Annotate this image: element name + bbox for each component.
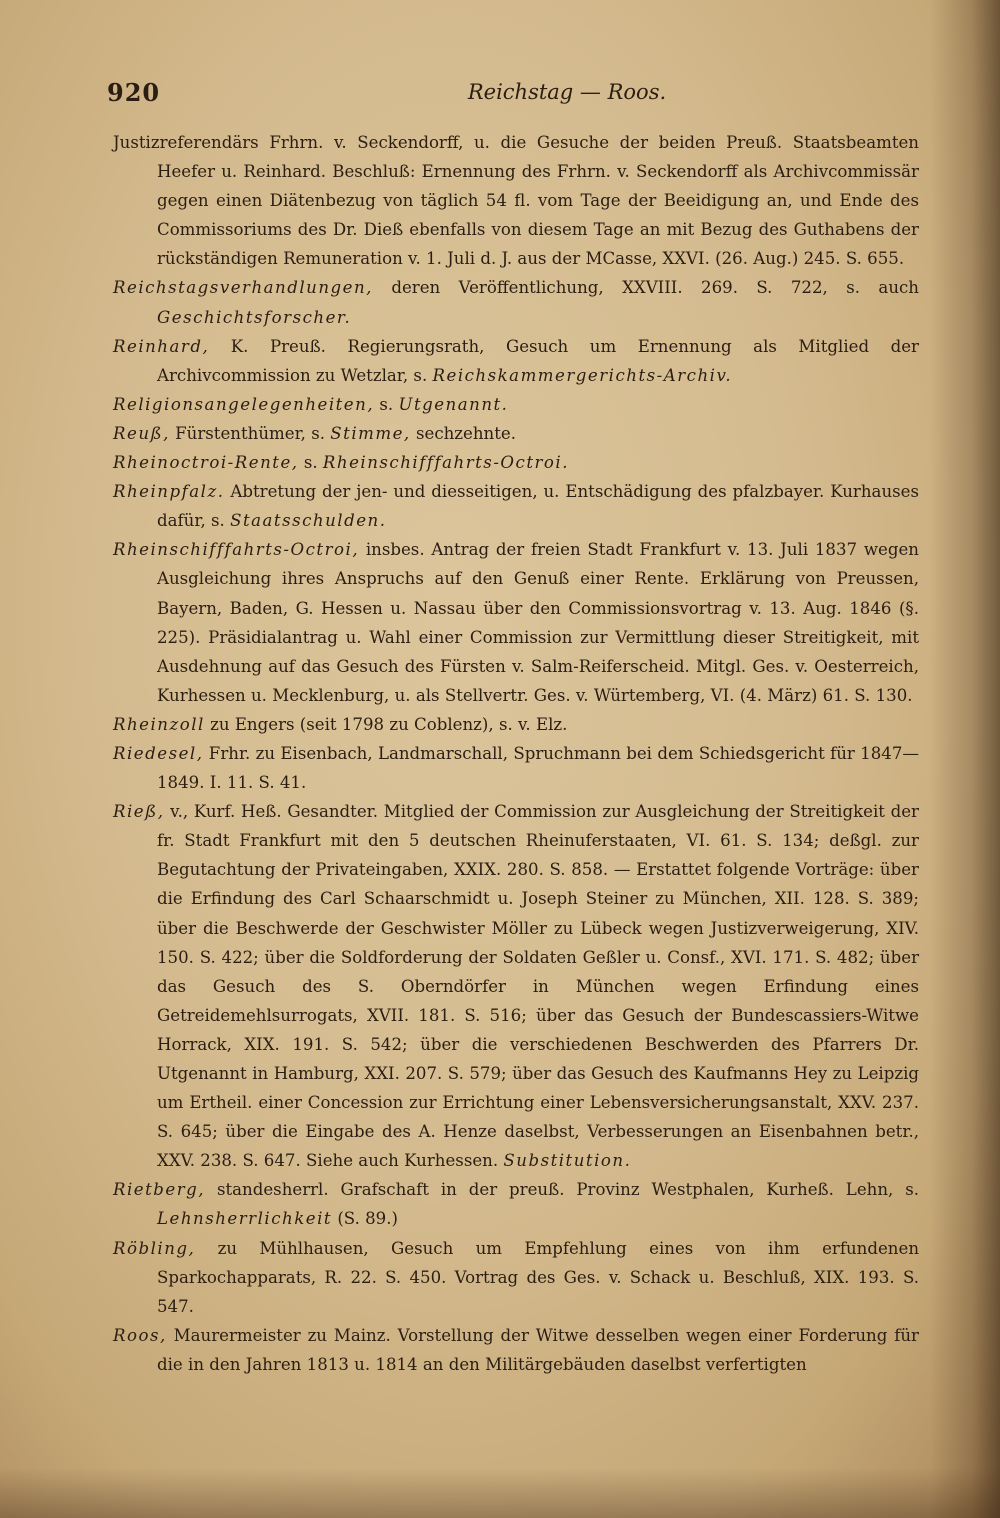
entry-keyword: Riedesel, bbox=[113, 743, 204, 763]
entry-keyword: Roos, bbox=[113, 1325, 167, 1345]
index-entry bbox=[113, 419, 919, 448]
entry-text: Justizreferendärs Frhrn. v. Seckendorff, u. die Gesuche der beiden Preuß. Staatsbeamten Heefer u. Reinhard. Beschluß: Ernennung des Frhrn. v. Seckendorff als Archivcommissär gegen einen Diätenbezug von täglich 54 fl. vom Tage der Beeidigung an, und Ende des Commissoriums des Dr. Dieß ebenfalls von diesem Tage an mit Bezug des Guthabens der rückständigen Remuneration v. 1. Juli d. J. aus der MCasse, XXVI. (26. Aug.) 245. S. 655. bbox=[113, 133, 919, 269]
entry-text: zu Mühlhausen, Gesuch um Empfehlung eines von ihm erfundenen Sparkochapparats, R. 22. S. 450. Vortrag des Ges. v. Schack u. Beschluß, XIX. 193. S. 547. bbox=[157, 1238, 919, 1316]
entry-keyword: Röbling, bbox=[113, 1238, 196, 1258]
index-entry bbox=[113, 448, 919, 477]
entry-keyword: Rheinschifffahrts-Octroi, bbox=[113, 540, 360, 560]
page-bottom-shadow bbox=[0, 1468, 1000, 1518]
index-entry bbox=[113, 332, 919, 390]
entry-keyword: Staatsschulden. bbox=[230, 511, 387, 531]
entry-text: zu Engers (seit 1798 zu Coblenz), s. v. Elz. bbox=[204, 714, 568, 734]
entry-text: deren Veröffentlichung, XXVIII. 269. S. 722, s. auch bbox=[372, 278, 919, 298]
entry-text: (S. 89.) bbox=[332, 1209, 398, 1229]
index-entry bbox=[113, 390, 919, 419]
entry-keyword: Rheinoctroi-Rente, bbox=[113, 453, 299, 473]
entry-keyword: Religionsangelegenheiten, bbox=[113, 394, 375, 414]
entry-text: sechzehnte. bbox=[410, 423, 517, 443]
page-number: 920 bbox=[107, 78, 161, 107]
entry-keyword: Rheinschifffahrts-Octroi. bbox=[322, 453, 570, 473]
entry-text: Fürstenthümer, s. bbox=[169, 423, 331, 443]
index-entry bbox=[113, 1234, 919, 1321]
running-head: Reichstag — Roos. bbox=[467, 80, 667, 104]
entry-text: Abtretung der jen- und diesseitigen, u. Entschädigung des pfalzbayer. Kurhauses dafür, s. bbox=[157, 482, 919, 531]
entry-keyword: Rheinpfalz. bbox=[113, 482, 225, 502]
index-entries bbox=[113, 128, 919, 1379]
entry-keyword: Utgenannt. bbox=[398, 394, 509, 414]
entry-text: s. bbox=[298, 453, 323, 473]
entry-keyword: Stimme, bbox=[330, 423, 411, 443]
entry-keyword: Reichstagsverhandlungen, bbox=[113, 278, 373, 298]
index-entry bbox=[113, 1175, 919, 1233]
entry-keyword: Rietberg, bbox=[113, 1180, 206, 1200]
index-entry bbox=[113, 739, 919, 797]
entry-text: v., Kurf. Heß. Gesandter. Mitglied der Commission zur Ausgleichung der Streitigkeit der fr. Stadt Frankfurt mit den 5 deutschen Rheinuferstaaten, VI. 61. S. 134; deßgl. zur Begutachtung der Privateingaben, XXIX. 280. S. 858. — Erstattet folgende Vorträge: über die Erfindung des Carl Schaarschmidt u. Joseph Steiner zu München, XII. 128. S. 389; über die Beschwerde der Geschwister Möller zu Lübeck wegen Justizverweigerung, XIV. 150. S. 422; über die Soldforderung der Soldaten Geßler u. Consf., XVI. 171. S. 482; über das Gesuch des S. Oberndörfer in München wegen Erfindung eines Getreidemehlsurrogats, XVII. 181. S. 516; über das Gesuch der Bundescassiers-Witwe Horrack, XIX. 191. S. 542; über die verschiedenen Beschwerden des Pfarrers Dr. Utgenannt in Hamburg, XXI. 207. S. 579; über das Gesuch des Kaufmanns Hey zu Leipzig um Ertheil. einer Concession zur Errichtung einer Lebensversicherungsanstalt, XXV. 237. S. 645; über die Eingabe des A. Henze daselbst, Verbesserungen an Eisenbahnen betr., XXV. 238. S. 647. Siehe auch Kurhessen. bbox=[157, 802, 919, 1171]
entry-text: Frhr. zu Eisenbach, Landmarschall, Spruchmann bei dem Schiedsgericht für 1847—1849. I. 11. S. 41. bbox=[157, 743, 919, 793]
entry-keyword: Reuß, bbox=[113, 423, 170, 443]
index-entry bbox=[113, 273, 919, 331]
entry-keyword: Substitution. bbox=[503, 1151, 632, 1171]
index-entry bbox=[113, 710, 919, 739]
entry-keyword: Reinhard, bbox=[113, 336, 210, 356]
entry-keyword: Lehnsherrlichkeit bbox=[157, 1209, 333, 1229]
index-entry bbox=[113, 128, 919, 273]
entry-keyword: Geschichtsforscher. bbox=[157, 307, 352, 327]
entry-text: s. bbox=[374, 394, 399, 414]
page-edge-shadow bbox=[930, 0, 1000, 1518]
entry-text: Maurermeister zu Mainz. Vorstellung der Witwe desselben wegen einer Forderung für die in den Jahren 1813 u. 1814 an den Militärgebäuden daselbst verfertigten bbox=[157, 1325, 919, 1374]
index-entry bbox=[113, 1321, 919, 1379]
index-entry bbox=[113, 797, 919, 1175]
index-entry bbox=[113, 535, 919, 710]
entry-keyword: Rheinzoll bbox=[113, 714, 205, 734]
entry-text: standesherrl. Grafschaft in der preuß. Provinz Westphalen, Kurheß. Lehn, s. bbox=[205, 1180, 919, 1200]
page-header bbox=[107, 78, 917, 114]
index-entry bbox=[113, 477, 919, 535]
entry-keyword: Rieß, bbox=[113, 802, 165, 822]
entry-text: K. Preuß. Regierungsrath, Gesuch um Ernennung als Mitglied der Archivcommission zu Wetzlar, s. bbox=[157, 336, 919, 385]
entry-text: insbes. Antrag der freien Stadt Frankfurt v. 13. Juli 1837 wegen Ausgleichung ihres Anspruchs auf den Genuß einer Rente. Erklärung von Preussen, Bayern, Baden, G. Hessen u. Nassau über den Commissionsvortrag v. 13. Aug. 1846 (§. 225). Präsidialantrag u. Wahl einer Commission zur Vermittlung dieser Streitigkeit, mit Ausdehnung auf das Gesuch des Fürsten v. Salm-Reiferscheid. Mitgl. Ges. v. Oesterreich, Kurhessen u. Mecklenburg, u. als Stellvertr. Ges. v. Würtemberg, VI. (4. März) 61. S. 130. bbox=[157, 540, 919, 705]
entry-keyword: Reichskammergerichts-Archiv. bbox=[432, 365, 733, 385]
